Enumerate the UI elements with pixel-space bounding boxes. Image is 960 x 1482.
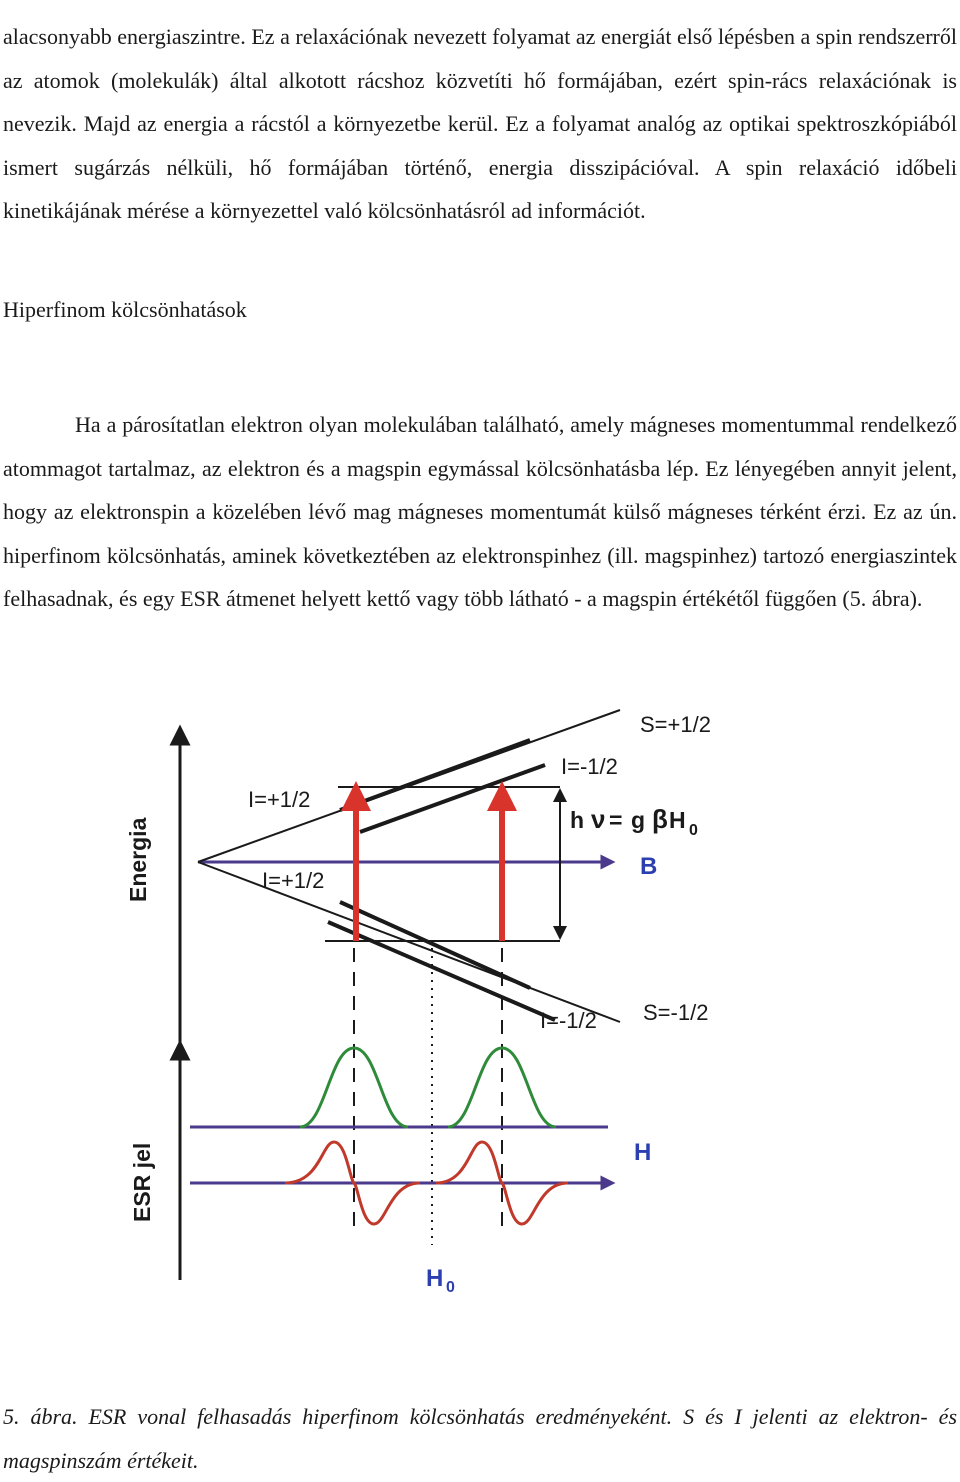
label-field-b: B [640, 853, 658, 880]
hyperfine-figure [0, 690, 960, 1330]
eq-sub: 0 [689, 822, 698, 839]
figure-caption: 5. ábra. ESR vonal felhasadás hiperfinom kölcsönhatás eredményeként. S és I jelenti az elektron- és magspinszám értékeit. [3, 1404, 957, 1473]
eq-g: g [631, 807, 646, 833]
lower-level-i-minus [328, 922, 555, 1020]
absorption-peak-1 [300, 1048, 408, 1127]
resonance-equation [570, 804, 698, 839]
label-s-plus: S=+1/2 [640, 712, 711, 737]
eq-h: h [570, 807, 585, 833]
paragraph-relaxation: alacsonyabb energiaszintre. Ez a relaxációnak nevezett folyamat az energiát első lépésben a spin rendszerről az atomok (molekulák) által alkotott rácshoz közvetíti hő formájában, ezért spin-rács relaxációnak is nevezik. Majd az energia a rácstól a környezetbe kerül. Ez a folyamat analóg az optikai spektroszkópiából ismert sugárzás nélküli, hő formájában történő, energia disszipációval. A spin relaxáció időbeli kinetikájának mérése a környezettel való kölcsönhatásról ad információt. [3, 24, 957, 224]
upper-level-i-minus [360, 765, 545, 832]
energy-axis-label: Energia [125, 817, 151, 902]
label-field-h: H [634, 1139, 652, 1166]
label-s-minus: S=-1/2 [643, 1000, 709, 1025]
label-h0-sub: 0 [446, 1279, 455, 1296]
label-i-minus-upper: I=-1/2 [561, 754, 618, 779]
eq-beta: β [652, 804, 668, 834]
label-i-minus-lower: I=-1/2 [540, 1008, 597, 1033]
label-h0: H [426, 1265, 444, 1292]
label-i-plus-upper: I=+1/2 [248, 787, 311, 812]
section-heading: Hiperfinom kölcsönhatások [3, 297, 247, 322]
label-i-plus-lower: I=+1/2 [262, 868, 325, 893]
eq-H: H [669, 807, 686, 833]
absorption-peak-2 [448, 1048, 556, 1127]
esr-axis-label: ESR jel [129, 1142, 155, 1222]
eq-equals: = [609, 807, 623, 833]
eq-nu: ν [591, 804, 606, 834]
paragraph-hyperfine: Ha a párosítatlan elektron olyan molekulában található, amely mágneses momentummal rendelkező atommagot tartalmaz, az elektron és a magspin egymással kölcsönhatásba lép. Ez lényegében annyit jelent, hogy az elektronspin a közelében lévő mag mágneses momentumát külső mágneses térként érzi. Ez az ún. hiperfinom kölcsönhatás, aminek következtében az elektronspinhez (ill. magspinhez) tartozó energiaszintek felhasadnak, és egy ESR átmenet helyett kettő vagy több látható - a magspin értékétől függően (5. ábra). [3, 412, 957, 612]
